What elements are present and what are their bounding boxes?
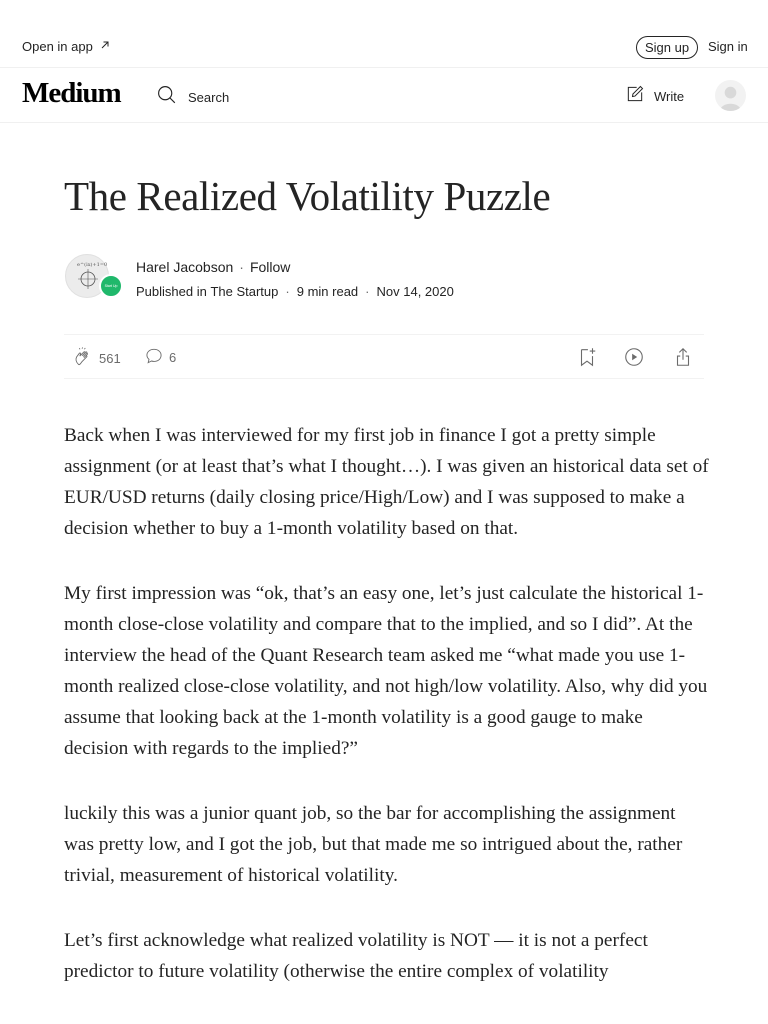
user-avatar[interactable] bbox=[715, 80, 746, 111]
search-icon bbox=[156, 84, 177, 110]
open-in-app-label: Open in app bbox=[22, 39, 93, 54]
article-paragraph: My first impression was “ok, that’s an easy one, let’s just calculate the historical 1-month close-close volatility and compare that to the implied, and so I did”. At the interview the head of the Quant Research team asked me “what made you use 1-month realized close-close volatility, and not high/low volatility. Also, why did you assume that looking back at the 1-month volatility is a good gauge to make decision with regards to the implied?” bbox=[64, 583, 708, 759]
separator-dot: · bbox=[365, 284, 370, 299]
comment-count: 6 bbox=[169, 350, 177, 365]
author-name[interactable]: Harel Jacobson bbox=[136, 259, 234, 275]
follow-link[interactable]: Follow bbox=[249, 259, 291, 275]
navbar bbox=[0, 68, 768, 123]
clap-button[interactable] bbox=[72, 346, 121, 371]
separator-dot: · bbox=[239, 259, 244, 275]
publication-badge-label: Start Up bbox=[104, 284, 118, 288]
article-body bbox=[64, 420, 709, 1021]
comment-bubble-icon bbox=[144, 346, 164, 369]
author-line bbox=[136, 259, 290, 275]
article-title: The Realized Volatility Puzzle bbox=[64, 173, 551, 219]
sign-up-button[interactable]: Sign up bbox=[636, 36, 698, 59]
clap-icon bbox=[72, 346, 94, 371]
search-placeholder: Search bbox=[188, 89, 230, 105]
separator-dot: · bbox=[285, 284, 290, 299]
write-icon bbox=[625, 84, 645, 109]
user-silhouette-icon bbox=[715, 80, 746, 111]
open-in-app-link[interactable] bbox=[22, 39, 111, 54]
avatar-formula: e^(ix)+1=0 bbox=[77, 262, 108, 268]
arrow-up-right-icon bbox=[99, 39, 111, 54]
article-action-bar bbox=[64, 334, 704, 379]
sign-in-link[interactable]: Sign in bbox=[708, 39, 748, 54]
article-paragraph: Back when I was interviewed for my first job in finance I got a pretty simple assignment (or at least that’s what I thought…). I was given an historical data set of EUR/USD returns (daily closing price/High/Low) and I was supposed to make a decision whether to buy a 1-month volatility based on that. bbox=[64, 425, 709, 539]
medium-logo[interactable]: Medium bbox=[22, 77, 121, 109]
clap-count: 561 bbox=[99, 351, 121, 366]
read-time: 9 min read bbox=[296, 284, 359, 299]
publication-badge[interactable] bbox=[99, 274, 123, 298]
write-label: Write bbox=[654, 89, 685, 104]
comments-button[interactable] bbox=[144, 346, 176, 369]
publication-line bbox=[136, 284, 454, 299]
article-paragraph: Let’s first acknowledge what realized volatility is NOT — it is not a perfect predictor to future volatility (otherwise the entire complex of volatility bbox=[64, 930, 648, 982]
top-strip bbox=[0, 0, 768, 68]
published-in-label: Published in bbox=[136, 284, 207, 299]
publication-link[interactable]: The Startup bbox=[210, 284, 279, 299]
bookmark-add-icon[interactable] bbox=[576, 346, 598, 368]
publish-date: Nov 14, 2020 bbox=[376, 284, 454, 299]
article-paragraph: luckily this was a junior quant job, so the bar for accomplishing the assignment was pretty low, and I got the job, but that made me so intrigued about the, rather trivial, measurement of historical volatility. bbox=[64, 803, 683, 886]
write-button[interactable] bbox=[625, 84, 684, 109]
play-listen-icon[interactable] bbox=[623, 346, 645, 368]
search-bar[interactable] bbox=[156, 84, 229, 110]
share-icon[interactable] bbox=[672, 346, 694, 368]
